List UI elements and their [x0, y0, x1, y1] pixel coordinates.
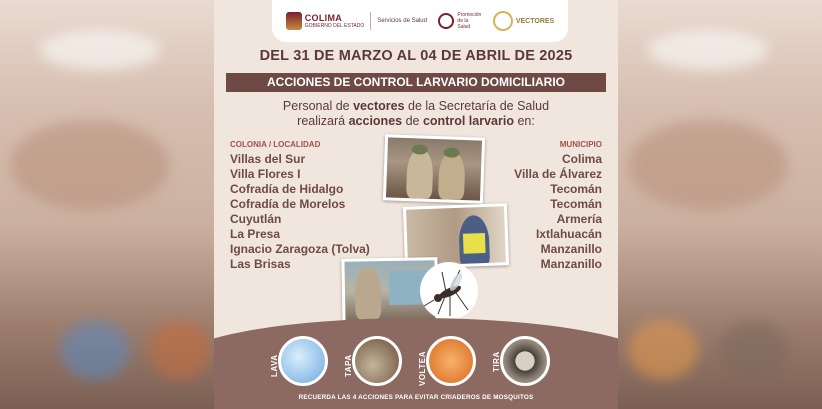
locality-list [230, 152, 370, 272]
municipality-column-header: MUNICIPIO [559, 140, 602, 149]
colima-logo: COLIMA GOBIERNO DEL ESTADO Servicios de Salud [286, 12, 427, 30]
campaign-title-band: ACCIONES DE CONTROL LARVARIO DOMICILIARIO [226, 73, 606, 92]
promotion-icon [438, 13, 454, 29]
workers-photo [383, 134, 485, 203]
action-label: TIRA [492, 351, 501, 372]
logo-bar [272, 0, 568, 42]
locality-column-header: COLONIA / LOCALIDAD [230, 140, 321, 149]
list-item: Manzanillo [540, 242, 602, 256]
mosquito-icon [420, 262, 478, 320]
list-item: Cofradía de Hidalgo [230, 182, 344, 196]
action-label: TAPA [344, 354, 353, 377]
list-item: Cuyutlán [230, 212, 282, 226]
list-item: Armería [556, 212, 602, 226]
date-title: DEL 31 DE MARZO AL 04 DE ABRIL DE 2025 [259, 48, 573, 64]
vectors-logo: VECTORES [493, 11, 554, 31]
voltea-action-image [426, 336, 476, 386]
list-item: Manzanillo [540, 257, 602, 271]
action-label: LAVA [270, 354, 279, 377]
list-item: Tecomán [550, 197, 602, 211]
lava-action-image [278, 336, 328, 386]
promotion-logo: Promoción de la Salud [438, 12, 481, 30]
list-item: Cofradía de Morelos [230, 197, 346, 211]
list-item: Villas del Sur [230, 152, 306, 166]
list-item: Ignacio Zaragoza (Tolva) [230, 242, 370, 256]
blurred-background-right [608, 0, 822, 409]
list-item: Ixtlahuacán [535, 227, 602, 241]
list-item: Colima [561, 152, 602, 166]
list-item: Tecomán [550, 182, 602, 196]
tira-action-image [500, 336, 550, 386]
list-item: La Presa [230, 227, 281, 241]
footer-reminder: RECUERDA LAS 4 ACCIONES PARA EVITAR CRIADEROS DE MOSQUITOS [298, 394, 534, 401]
action-label: VOLTEA [418, 351, 427, 386]
blurred-background-left [0, 0, 214, 409]
list-item: Villa Flores I [230, 167, 301, 181]
tapa-action-image [352, 336, 402, 386]
coat-of-arms-icon [286, 12, 302, 30]
municipality-list [514, 152, 602, 272]
list-item: Las Brisas [230, 257, 291, 271]
intro-text: Personal de vectores de la Secretaría de Salud realizará acciones de control larvario en: [282, 99, 550, 128]
campaign-poster [214, 0, 618, 409]
globe-icon [493, 11, 513, 31]
ministry-label: Servicios de Salud [377, 18, 427, 24]
list-item: Villa de Álvarez [514, 167, 602, 181]
